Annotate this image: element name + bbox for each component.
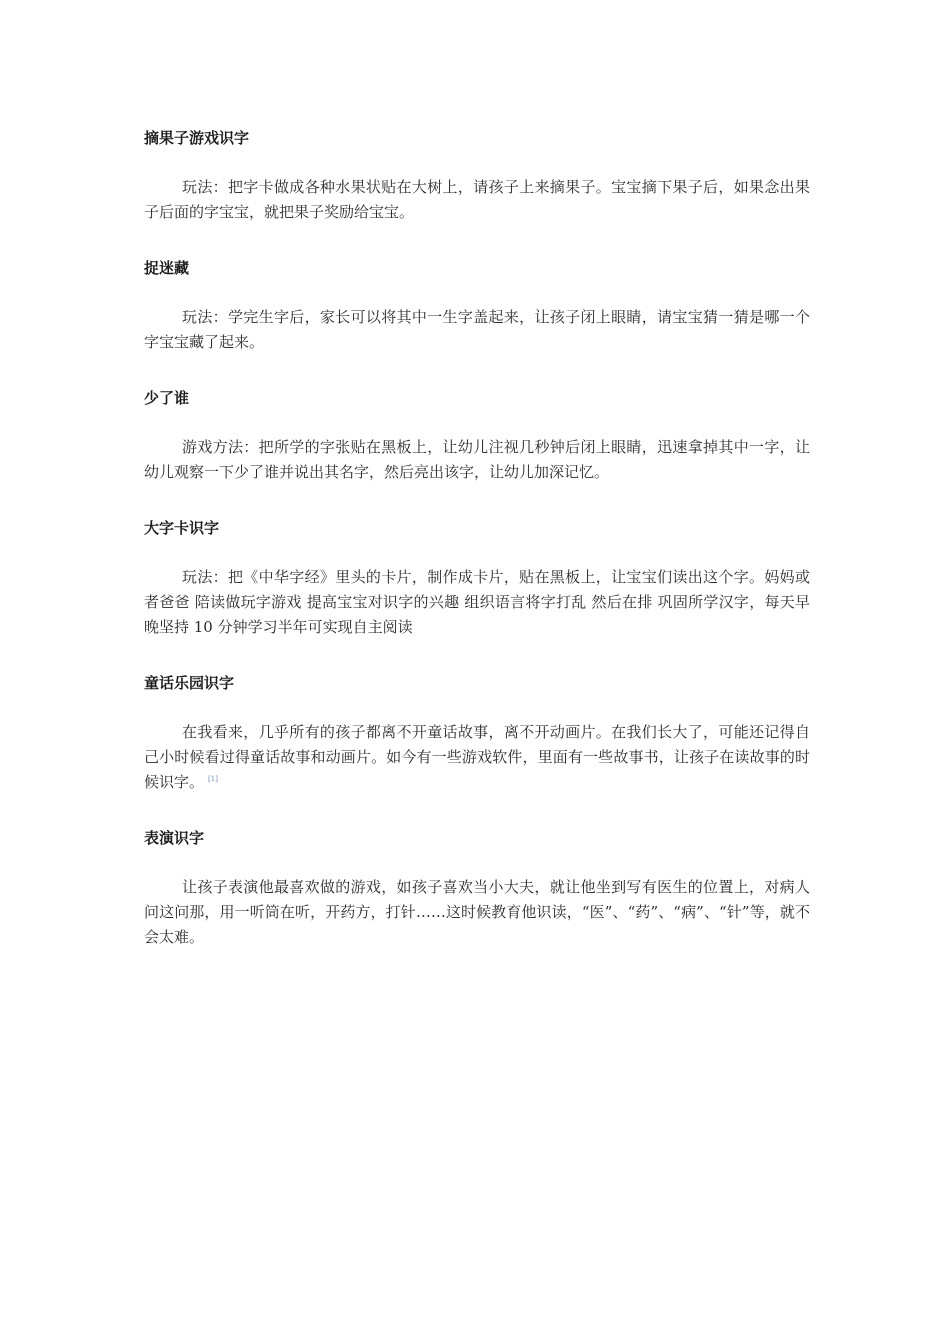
document-page <box>144 120 810 950</box>
section-heading: 童话乐园识字 <box>144 674 235 692</box>
section-hide-and-seek <box>144 258 810 355</box>
section-body: 玩法：把《中华字经》里头的卡片，制作成卡片，贴在黑板上，让宝宝们读出这个字。妈妈或者爸爸 陪读做玩字游戏 提高宝宝对识字的兴趣 组织语言将字打乱 然后在排 巩固所学汉字，每天早晚坚持 10 分钟学习半年可实现自主阅读 <box>144 568 810 636</box>
section-heading: 摘果子游戏识字 <box>144 129 250 147</box>
section-heading: 表演识字 <box>144 829 205 847</box>
section-heading: 少了谁 <box>144 389 190 407</box>
section-pick-fruit <box>144 128 810 225</box>
section-big-card <box>144 518 810 640</box>
section-heading: 大字卡识字 <box>144 519 220 537</box>
section-performance <box>144 828 810 950</box>
footnote-link[interactable]: [1] <box>208 775 218 783</box>
section-who-is-missing <box>144 388 810 485</box>
section-body: 玩法：把字卡做成各种水果状贴在大树上，请孩子上来摘果子。宝宝摘下果子后，如果念出果子后面的字宝宝，就把果子奖励给宝宝。 <box>144 178 810 221</box>
section-body: 在我看来，几乎所有的孩子都离不开童话故事，离不开动画片。在我们长大了，可能还记得自己小时候看过得童话故事和动画片。如今有一些游戏软件，里面有一些故事书，让孩子在读故事的时候识字。 <box>144 723 810 791</box>
section-heading: 捉迷藏 <box>144 259 190 277</box>
section-body: 让孩子表演他最喜欢做的游戏，如孩子喜欢当小大夫，就让他坐到写有医生的位置上，对病人问这问那，用一听筒在听，开药方，打针……这时候教育他识读，“医”、“药”、“病”、“针”等，就不会太难。 <box>144 878 810 946</box>
section-body-with-footnote <box>144 720 810 795</box>
section-body: 玩法：学完生字后，家长可以将其中一生字盖起来，让孩子闭上眼睛，请宝宝猜一猜是哪一个字宝宝藏了起来。 <box>144 308 810 351</box>
section-fairy-tale <box>144 673 810 795</box>
section-body: 游戏方法：把所学的字张贴在黑板上，让幼儿注视几秒钟后闭上眼睛，迅速拿掉其中一字，让幼儿观察一下少了谁并说出其名字，然后亮出该字，让幼儿加深记忆。 <box>144 438 810 481</box>
